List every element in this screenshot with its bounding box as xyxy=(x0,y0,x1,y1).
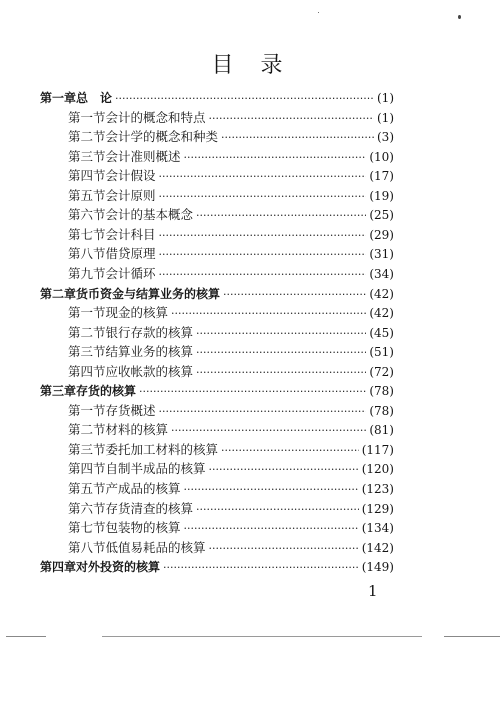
bottom-rule-center xyxy=(102,636,422,637)
toc-section-entry xyxy=(68,225,394,245)
toc-section-entry xyxy=(68,420,394,440)
toc-entry-number: 第八节 xyxy=(68,246,106,262)
toc-section-entry xyxy=(68,342,394,362)
toc-section-entry xyxy=(68,401,394,421)
dot-leader xyxy=(184,147,367,168)
toc-entry-label: 会计的基本概念 xyxy=(105,207,194,223)
toc-entry-page: (31) xyxy=(369,247,394,262)
toc-entry-number: 第四节 xyxy=(68,168,106,184)
toc-entry-number: 第一节 xyxy=(68,109,106,125)
toc-section-entry xyxy=(68,303,394,323)
toc-section-entry xyxy=(68,244,394,264)
toc-section-entry xyxy=(68,147,394,167)
toc-section-entry xyxy=(68,479,394,499)
toc-entry-page: (17) xyxy=(369,169,394,184)
page-number: 1 xyxy=(368,582,378,600)
toc-entry-label: 自制半成品的核算 xyxy=(105,461,206,477)
toc-entry-label: 应收帐款的核算 xyxy=(105,363,194,379)
toc-entry-page: (29) xyxy=(369,227,394,242)
toc-entry-page: (42) xyxy=(369,306,394,321)
toc-entry-label: 对外投资的核算 xyxy=(76,560,161,575)
toc-entry-label: 借贷原理 xyxy=(105,246,156,262)
toc-entry-label: 存货的核算 xyxy=(76,384,137,399)
toc-section-entry xyxy=(68,205,394,225)
dot-leader xyxy=(159,244,367,265)
toc-entry-number: 第四章 xyxy=(40,560,77,575)
bottom-rule-right xyxy=(444,636,500,637)
toc-entry-page: (51) xyxy=(369,345,394,360)
dot-leader xyxy=(159,225,367,246)
toc-entry-page: (1) xyxy=(377,91,394,105)
toc-entry-number: 第一节 xyxy=(68,402,106,418)
toc-entry-label: 银行存款的核算 xyxy=(105,324,194,340)
toc-entry-number: 第一章 xyxy=(40,91,77,105)
toc-entry-label: 货币资金与结算业务的核算 xyxy=(76,286,221,301)
toc-entry-page: (19) xyxy=(369,188,394,203)
dot-leader xyxy=(159,264,367,285)
scan-speck xyxy=(458,15,461,19)
toc-section-entry xyxy=(68,127,394,147)
toc-section-entry xyxy=(68,518,394,538)
toc-entry-label: 会计假设 xyxy=(105,168,156,184)
toc-entry-page: (134) xyxy=(361,521,394,536)
dot-leader xyxy=(115,88,374,109)
toc-chapter-entry xyxy=(40,88,394,108)
toc-entry-number: 第二节 xyxy=(68,129,106,145)
dot-leader xyxy=(196,499,359,520)
dot-leader xyxy=(196,342,366,363)
dot-leader xyxy=(163,557,359,578)
dot-leader xyxy=(221,127,374,148)
dot-leader xyxy=(159,186,367,207)
toc-chapter-entry xyxy=(40,557,394,577)
dot-leader xyxy=(209,538,359,559)
toc-entry-page: (42) xyxy=(369,286,394,301)
dot-leader xyxy=(184,518,359,539)
toc-entry-number: 第三章 xyxy=(40,384,77,399)
dot-leader xyxy=(159,166,367,187)
toc-entry-number: 第七节 xyxy=(68,520,106,536)
toc-entry-page: (81) xyxy=(369,423,394,438)
toc-entry-label: 材料的核算 xyxy=(105,422,169,438)
toc-section-entry xyxy=(68,538,394,558)
toc-chapter-entry xyxy=(40,381,394,401)
toc-entry-label: 会计准则概述 xyxy=(105,148,181,164)
toc-entry-number: 第二节 xyxy=(68,324,106,340)
toc-entry-label: 存货概述 xyxy=(105,402,156,418)
toc-entry-label: 存货清查的核算 xyxy=(105,500,194,516)
toc-entry-label: 会计循环 xyxy=(105,265,156,281)
scan-speck xyxy=(318,12,319,13)
toc-entry-page: (142) xyxy=(361,540,394,555)
toc-entry-page: (78) xyxy=(369,403,394,418)
toc-entry-number: 第五节 xyxy=(68,187,106,203)
toc-entry-label: 现金的核算 xyxy=(105,305,169,321)
dot-leader xyxy=(196,323,366,344)
toc-entry-label: 会计学的概念和种类 xyxy=(105,129,219,145)
toc-entry-page: (45) xyxy=(369,325,394,340)
toc-entry-label: 结算业务的核算 xyxy=(105,344,194,360)
toc-entry-page: (1) xyxy=(377,110,394,125)
toc-entry-label: 会计原则 xyxy=(105,187,156,203)
toc-entry-label: 会计科目 xyxy=(105,226,156,242)
toc-entry-page: (120) xyxy=(361,462,394,477)
toc-section-entry xyxy=(68,323,394,343)
toc-section-entry xyxy=(68,440,394,460)
toc-entry-label: 会计的概念和特点 xyxy=(105,109,206,125)
toc-entry-number: 第九节 xyxy=(68,265,106,281)
toc-section-entry xyxy=(68,459,394,479)
dot-leader xyxy=(184,479,359,500)
toc-section-entry xyxy=(68,264,394,284)
dot-leader xyxy=(196,362,366,383)
toc-entry-label: 委托加工材料的核算 xyxy=(105,441,219,457)
dot-leader xyxy=(209,459,359,480)
toc-section-entry xyxy=(68,186,394,206)
page-title: 目 录 xyxy=(211,53,293,78)
toc-entry-page: (25) xyxy=(369,208,394,223)
toc-entry-number: 第二章 xyxy=(40,286,77,301)
toc-entry-number: 第七节 xyxy=(68,226,106,242)
toc-entry-number: 第三节 xyxy=(68,441,106,457)
toc-entry-page: (78) xyxy=(369,384,394,399)
dot-leader xyxy=(223,284,366,305)
dot-leader xyxy=(171,303,366,324)
dot-leader xyxy=(209,108,374,129)
dot-leader xyxy=(159,401,367,422)
toc-entry-number: 第八节 xyxy=(68,539,106,555)
toc-entry-page: (3) xyxy=(377,130,394,145)
toc-entry-label: 低值易耗品的核算 xyxy=(105,539,206,555)
toc-entry-label: 总 论 xyxy=(76,91,113,105)
toc-section-entry xyxy=(68,362,394,382)
toc-entry-page: (129) xyxy=(361,501,394,516)
toc-entry-number: 第五节 xyxy=(68,481,106,496)
toc-chapter-entry xyxy=(40,284,394,304)
toc-section-entry xyxy=(68,108,394,128)
toc-entry-page: (10) xyxy=(369,149,394,164)
toc-entry-page: (123) xyxy=(361,482,394,496)
toc-section-entry xyxy=(68,499,394,519)
dot-leader xyxy=(196,205,366,226)
bottom-rule-left xyxy=(6,636,46,637)
toc-entry-number: 第六节 xyxy=(68,500,106,516)
toc-section-entry xyxy=(68,166,394,186)
dot-leader xyxy=(221,440,359,461)
toc-entry-page: (117) xyxy=(361,442,394,457)
toc-entry-label: 包装物的核算 xyxy=(105,520,181,536)
toc-entry-page: (149) xyxy=(361,560,394,575)
toc-entry-number: 第二节 xyxy=(68,422,106,438)
dot-leader xyxy=(139,381,366,402)
toc-entry-number: 第四节 xyxy=(68,461,106,477)
toc-entry-page: (34) xyxy=(369,266,394,281)
toc-entry-number: 第三节 xyxy=(68,344,106,360)
toc-entry-number: 第三节 xyxy=(68,148,106,164)
toc-entry-number: 第六节 xyxy=(68,207,106,223)
toc-entry-number: 第四节 xyxy=(68,363,106,379)
toc-entry-label: 产成品的核算 xyxy=(105,481,181,496)
dot-leader xyxy=(171,420,366,441)
toc-entry-page: (72) xyxy=(369,364,394,379)
toc-entry-number: 第一节 xyxy=(68,305,106,321)
